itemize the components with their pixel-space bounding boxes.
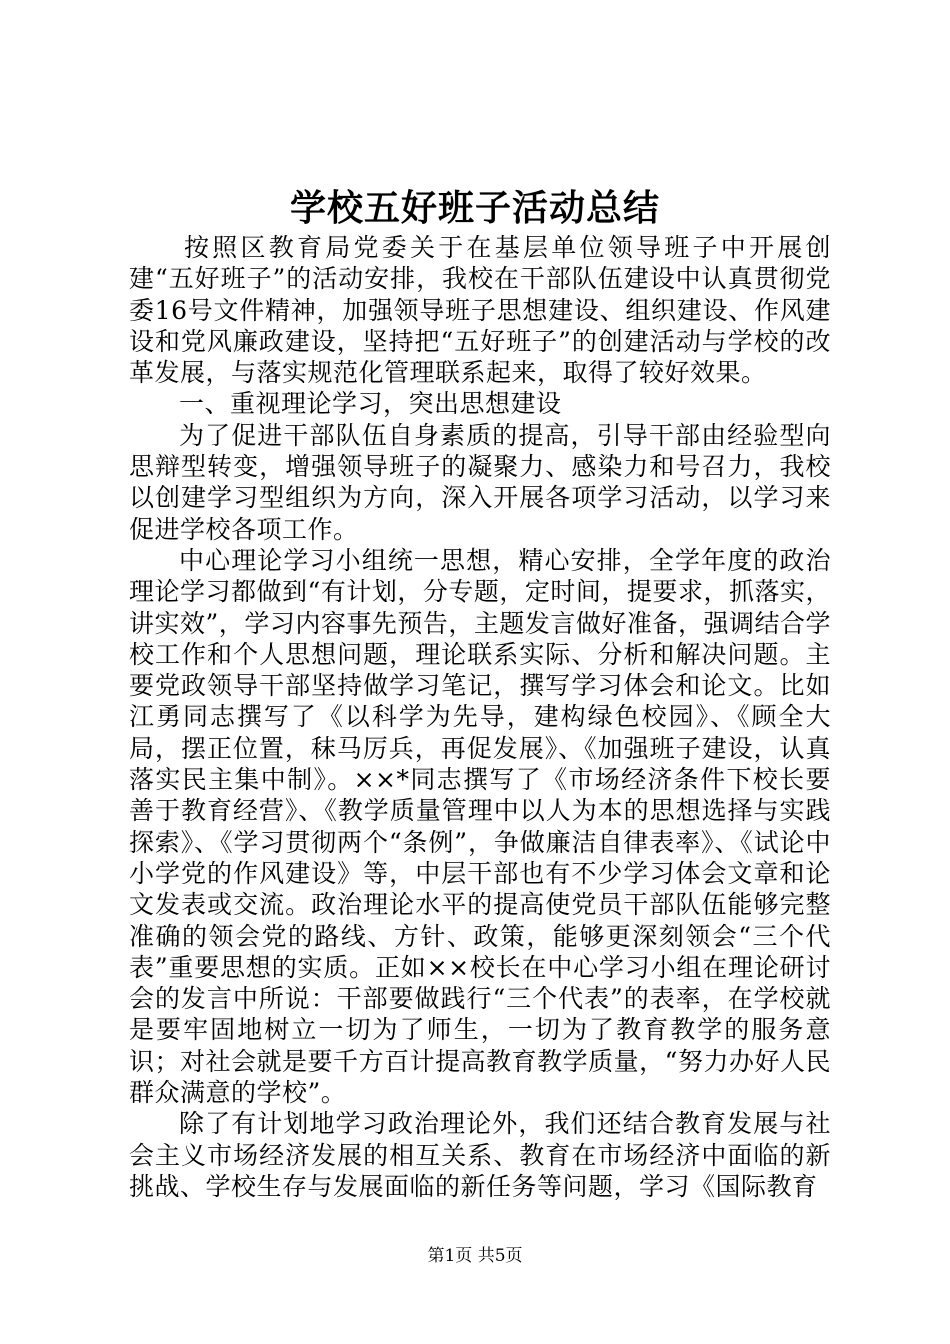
document-body [129, 232, 831, 1202]
page-number-footer: 第1页 共5页 [427, 1246, 523, 1266]
section-heading-1: 一、重视理论学习，突出思想建设 [179, 389, 562, 419]
paragraph-intro: 按照区教育局党委关于在基层单位领导班子中开展创建“五好班子”的活动安排，我校在干部队伍建设中认真贯彻党委16号文件精神，加强领导班子思想建设、组织建设、作风建设和党风廉政建设，坚持把“五好班子”的创建活动与学校的改革发展，与落实规范化管理联系起来，取得了较好效果。 [129, 233, 831, 388]
page-title: 学校五好班子活动总结 [289, 187, 660, 229]
paragraph-central-group: 中心理论学习小组统一思想，精心安排，全学年度的政治理论学习都做到“有计划，分专题，定时间，提要求，抓落实，讲实效”，学习内容事先预告，主题发言做好准备，强调结合学校工作和个人思想问题，理论联系实际、分析和解决问题。主要党政领导干部坚持做学习笔记，撰写学习体会和论文。比如江勇同志撰写了《以科学为先导，建构绿色校园》、《顾全大局，摆正位置，秣马厉兵，再促发展》、《加强班子建设，认真落实民主集中制》。××*同志撰写了《市场经济条件下校长要善于教育经营》、《教学质量管理中以人为本的思想选择与实践探索》、《学习贯彻两个“条例”，争做廉洁自律表率》、《试论中小学党的作风建设》等，中层干部也有不少学习体会文章和论文发表或交流。政治理论水平的提高使党员干部队伍能够完整准确的领会党的路线、方针、政策，能够更深刻领会“三个代表”重要思想的实质。正如××校长在中心学习小组在理论研讨会的发言中所说：干部要做践行“三个代表”的表率，在学校就是要牢固地树立一切为了师生，一切为了教育教学的服务意识；对社会就是要千方百计提高教育教学质量，“努力办好人民群众满意的学校”。 [129, 545, 831, 1108]
paragraph-additional-study: 除了有计划地学习政治理论外，我们还结合教育发展与社会主义市场经济发展的相互关系、教育在市场经济中面临的新挑战、学校生存与发展面临的新任务等问题，学习《国际教育 [129, 1109, 831, 1201]
paragraph-theory-study: 为了促进干部队伍自身素质的提高，引导干部由经验型向思辩型转变，增强领导班子的凝聚力、感染力和号召力，我校以创建学习型组织为方向，深入开展各项学习活动，以学习来促进学校各项工作。 [129, 420, 831, 544]
